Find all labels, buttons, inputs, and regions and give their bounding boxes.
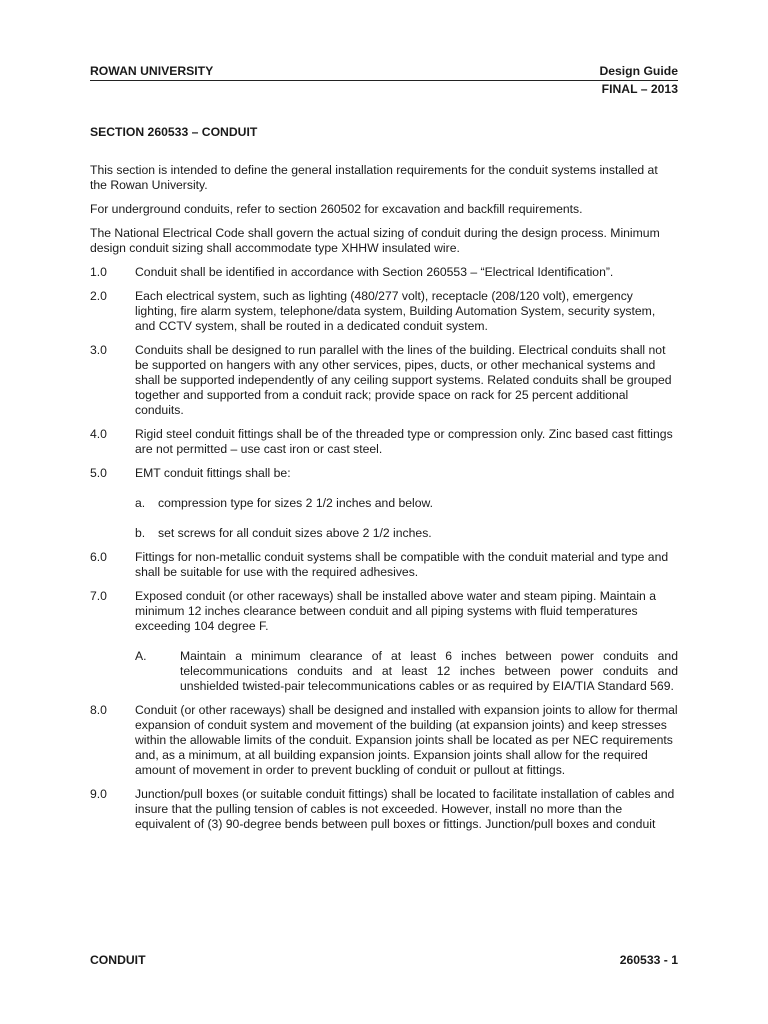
page-footer xyxy=(90,953,678,968)
item-number: 7.0 xyxy=(90,589,107,603)
item-text: Conduits shall be designed to run parallel with the lines of the building. Electrical conduits shall not be supported on hangers with any other services, pipes, ducts, or other mechanical systems and shall be supported independently of any ceiling support systems. Related conduits shall be grouped together and supported from a conduit rack; provide space on rack for 25 percent additional conduits. xyxy=(135,343,672,417)
numbered-item xyxy=(90,787,678,832)
document-body xyxy=(90,163,678,841)
intro-paragraph: The National Electrical Code shall govern the actual sizing of conduit during the design process. Minimum design conduit sizing shall accommodate type XHHW insulated wire. xyxy=(90,226,660,255)
sub-item xyxy=(135,649,678,694)
numbered-item xyxy=(90,289,678,334)
item-text: Rigid steel conduit fittings shall be of the threaded type or compression only. Zinc based cast fittings are not permitted – use cast iron or cast steel. xyxy=(135,427,673,456)
sub-item-text: Maintain a minimum clearance of at least 6 inches between power conduits and telecommunications conduits and at least 12 inches between power conduits and unshielded twisted-pair telecommunications cables or as required by EIA/TIA Standard 569. xyxy=(180,649,678,693)
header-version: FINAL – 2013 xyxy=(601,82,678,96)
footer-page-number: 260533 - 1 xyxy=(619,953,678,967)
item-text: Conduit (or other raceways) shall be designed and installed with expansion joints to allow for thermal expansion of conduit system and movement of the building (at expansion joints) and keep stresses within the allowable limits of the conduit. Expansion joints shall be located as per NEC requirements and, as a minimum, at all building expansion joints. Expansion joints shall allow for the required amount of movement in order to prevent buckling of conduit or pullout at fittings. xyxy=(135,703,678,777)
item-text: EMT conduit fittings shall be: xyxy=(135,466,291,480)
item-text: Each electrical system, such as lighting (480/277 volt), receptacle (208/120 volt), emergency lighting, fire alarm system, telephone/data system, Building Automation System, security system, and CCTV system, shall be routed in a dedicated conduit system. xyxy=(135,289,656,333)
intro-paragraph: This section is intended to define the general installation requirements for the conduit systems installed at the Rowan University. xyxy=(90,163,658,192)
item-number: 9.0 xyxy=(90,787,107,801)
numbered-item xyxy=(90,466,678,481)
sub-item-label: A. xyxy=(135,649,147,663)
sub-item-label: a. xyxy=(135,496,146,510)
item-text: Fittings for non-metallic conduit systems shall be compatible with the conduit material and type and shall be suitable for use with the required adhesives. xyxy=(135,550,669,579)
item-text: Exposed conduit (or other raceways) shall be installed above water and steam piping. Maintain a minimum 12 inches clearance between conduit and all piping systems with fluid temperatures exceeding 104 degree F. xyxy=(135,589,656,633)
item-text: Conduit shall be identified in accordance with Section 260553 – “Electrical Identification”. xyxy=(135,265,614,279)
item-text: Junction/pull boxes (or suitable conduit fittings) shall be located to facilitate installation of cables and insure that the pulling tension of cables is not exceeded. However, install no more than the equivalent of (3) 90-degree bends between pull boxes or fittings. Junction/pull boxes and conduit xyxy=(135,787,675,831)
page-header xyxy=(90,64,678,97)
numbered-item xyxy=(90,427,678,457)
item-number: 6.0 xyxy=(90,550,107,564)
item-number: 8.0 xyxy=(90,703,107,717)
numbered-item xyxy=(90,343,678,418)
numbered-item xyxy=(90,550,678,580)
numbered-item xyxy=(90,589,678,634)
item-number: 3.0 xyxy=(90,343,107,357)
item-number: 1.0 xyxy=(90,265,107,279)
sub-item xyxy=(135,496,678,511)
item-number: 2.0 xyxy=(90,289,107,303)
footer-section-name: CONDUIT xyxy=(90,953,146,967)
numbered-item xyxy=(90,703,678,778)
sub-item xyxy=(135,526,678,541)
header-document-name: Design Guide xyxy=(599,64,678,78)
section-title: SECTION 260533 – CONDUIT xyxy=(90,125,258,139)
item-number: 4.0 xyxy=(90,427,107,441)
item-number: 5.0 xyxy=(90,466,107,480)
document-page xyxy=(90,0,678,1024)
sub-item-text: compression type for sizes 2 1/2 inches and below. xyxy=(158,496,434,510)
sub-item-text: set screws for all conduit sizes above 2 1/2 inches. xyxy=(158,526,432,540)
header-organization: ROWAN UNIVERSITY xyxy=(90,64,214,78)
sub-item-label: b. xyxy=(135,526,146,540)
numbered-item xyxy=(90,265,678,280)
intro-paragraph: For underground conduits, refer to section 260502 for excavation and backfill requirements. xyxy=(90,202,583,216)
header-row xyxy=(90,64,678,81)
